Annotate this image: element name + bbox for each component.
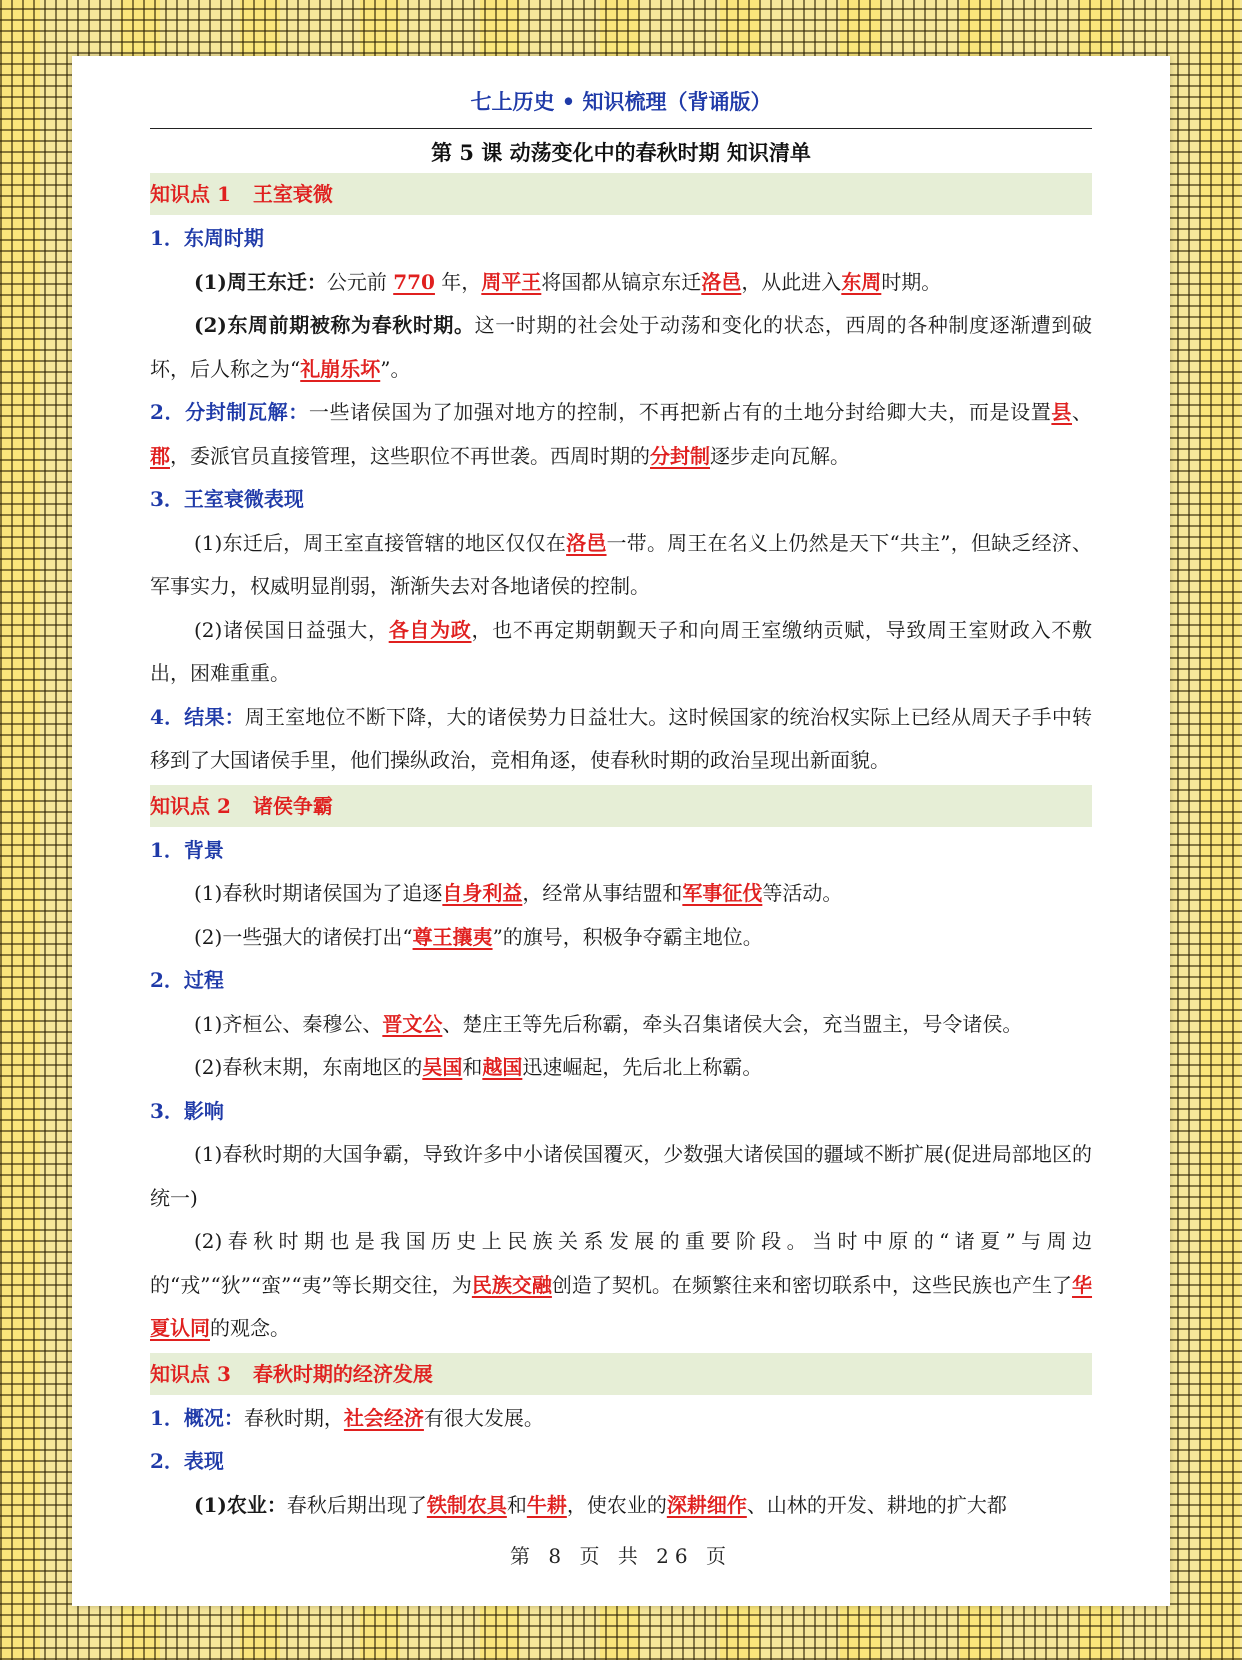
paragraph: (1)齐桓公、秦穆公、晋文公、楚庄王等先后称霸，牵头召集诸侯大会，充当盟主，号令诸侯。 — [194, 1011, 1023, 1036]
section-heading: 2．分封制瓦解： — [150, 400, 309, 424]
paragraph: (1)周王东迁：公元前 770 年，周平王将国都从镐京东迁洛邑，从此进入东周时期。 — [194, 269, 942, 294]
answer-key: 770 — [393, 269, 435, 294]
answer-key: 礼崩乐坏 — [300, 356, 381, 381]
paragraph: (2)春秋末期，东南地区的吴国和越国迅速崛起，先后北上称霸。 — [194, 1055, 763, 1079]
paragraph: 4．结果：周王室地位不断下降，大的诸侯势力日益壮大。这时候国家的统治权实际上已经从周天子手中转移到了大国诸侯手里，他们操纵政治，竞相角逐，使春秋时期的政治呈现出新面貌。 — [150, 704, 1092, 772]
page-number: 第 8 页 共 26 页 — [510, 1544, 732, 1568]
lesson-title: 第 5 课 动荡变化中的春秋时期 知识清单 — [431, 140, 811, 165]
answer-key: 牛耕 — [526, 1492, 567, 1517]
section-heading: 1．东周时期 — [150, 226, 264, 250]
section-heading: 4．结果： — [150, 704, 245, 729]
paragraph: (1)农业：春秋后期出现了铁制农具和牛耕，使农业的深耕细作、山林的开发、耕地的扩大都 — [194, 1492, 1007, 1517]
kp-number: 知识点 1 — [150, 182, 231, 206]
section-heading: 3．影响 — [150, 1098, 224, 1123]
section-heading: 2．表现 — [150, 1449, 224, 1473]
paragraph: (2)诸侯国日益强大，各自为政，也不再定期朝觐天子和向周王室缴纳贡赋，导致周王室财政入不敷出，困难重重。 — [150, 617, 1092, 685]
answer-key: 县 — [1051, 400, 1073, 424]
section-heading: 1．概况： — [150, 1405, 244, 1430]
paragraph: 1．概况：春秋时期，社会经济有很大发展。 — [150, 1405, 544, 1430]
answer-key: 洛邑 — [701, 269, 742, 294]
document-header: 七上历史 • 知识梳理（背诵版） — [470, 89, 772, 114]
paragraph: (1)春秋时期诸侯国为了追逐自身利益，经常从事结盟和军事征伐等活动。 — [194, 881, 843, 905]
answer-key: 自身利益 — [442, 881, 523, 905]
section-heading: 1．背景 — [150, 837, 224, 862]
paragraph: 2．分封制瓦解：一些诸侯国为了加强对地方的控制，不再把新占有的土地分封给卿大夫，而是设置县、郡，委派官员直接管理，这些职位不再世袭。西周时期的分封制逐步走向瓦解。 — [150, 400, 1093, 468]
answer-key: 社会经济 — [343, 1405, 424, 1430]
answer-key: 铁制农具 — [426, 1492, 507, 1517]
kp-number: 知识点 3 — [150, 1361, 231, 1386]
answer-key: 分封制 — [650, 443, 710, 468]
knowledge-point-3 — [150, 1353, 1092, 1395]
answer-key: 越国 — [482, 1055, 523, 1079]
kp-title: 王室衰微 — [252, 182, 333, 206]
document-page — [72, 56, 1170, 1606]
answer-key: 华夏认同 — [150, 1272, 1093, 1340]
kp-title: 诸侯争霸 — [252, 793, 333, 818]
paragraph: (1)春秋时期的大国争霸，导致许多中小诸侯国覆灭，少数强大诸侯国的疆域不断扩展(促进局部地区的统一) — [150, 1142, 1092, 1210]
page-content — [150, 82, 1092, 1527]
answer-key: 东周 — [841, 269, 882, 294]
kp-title: 春秋时期的经济发展 — [252, 1361, 433, 1386]
section-heading: 2．过程 — [150, 968, 224, 992]
answer-key: 民族交融 — [471, 1272, 552, 1297]
answer-key: 各自为政 — [388, 617, 472, 642]
header-rule — [150, 128, 1092, 129]
answer-key: 吴国 — [422, 1055, 463, 1079]
answer-key: 军事征伐 — [682, 881, 763, 905]
answer-key: 晋文公 — [382, 1011, 443, 1036]
answer-key: 尊王攘夷 — [412, 924, 493, 949]
answer-key: 周平王 — [481, 269, 542, 294]
kp-number: 知识点 2 — [150, 793, 231, 818]
paragraph: (2)东周前期被称为春秋时期。这一时期的社会处于动荡和变化的状态，西周的各种制度逐渐遭到破坏，后人称之为“礼崩乐坏”。 — [150, 313, 1093, 381]
knowledge-point-2 — [150, 785, 1092, 827]
paragraph: (2)春秋时期也是我国历史上民族关系发展的重要阶段。当时中原的“诸夏”与周边的“戎”“狄”“蛮”“夷”等长期交往，为民族交融创造了契机。在频繁往来和密切联系中，这些民族也产生了华夏认同的观念。 — [150, 1229, 1093, 1340]
paragraph: (2)一些强大的诸侯打出“尊王攘夷”的旗号，积极争夺霸主地位。 — [194, 924, 763, 949]
answer-key: 洛邑 — [566, 530, 607, 555]
paragraph: (1)东迁后，周王室直接管辖的地区仅仅在洛邑一带。周王在名义上仍然是天下“共主”，但缺乏经济、军事实力，权威明显削弱，渐渐失去对各地诸侯的控制。 — [150, 530, 1093, 598]
answer-key: 深耕细作 — [666, 1492, 747, 1517]
knowledge-point-1 — [150, 173, 1092, 215]
answer-key: 郡 — [150, 443, 170, 468]
section-heading: 3．王室衰微表现 — [150, 487, 304, 511]
